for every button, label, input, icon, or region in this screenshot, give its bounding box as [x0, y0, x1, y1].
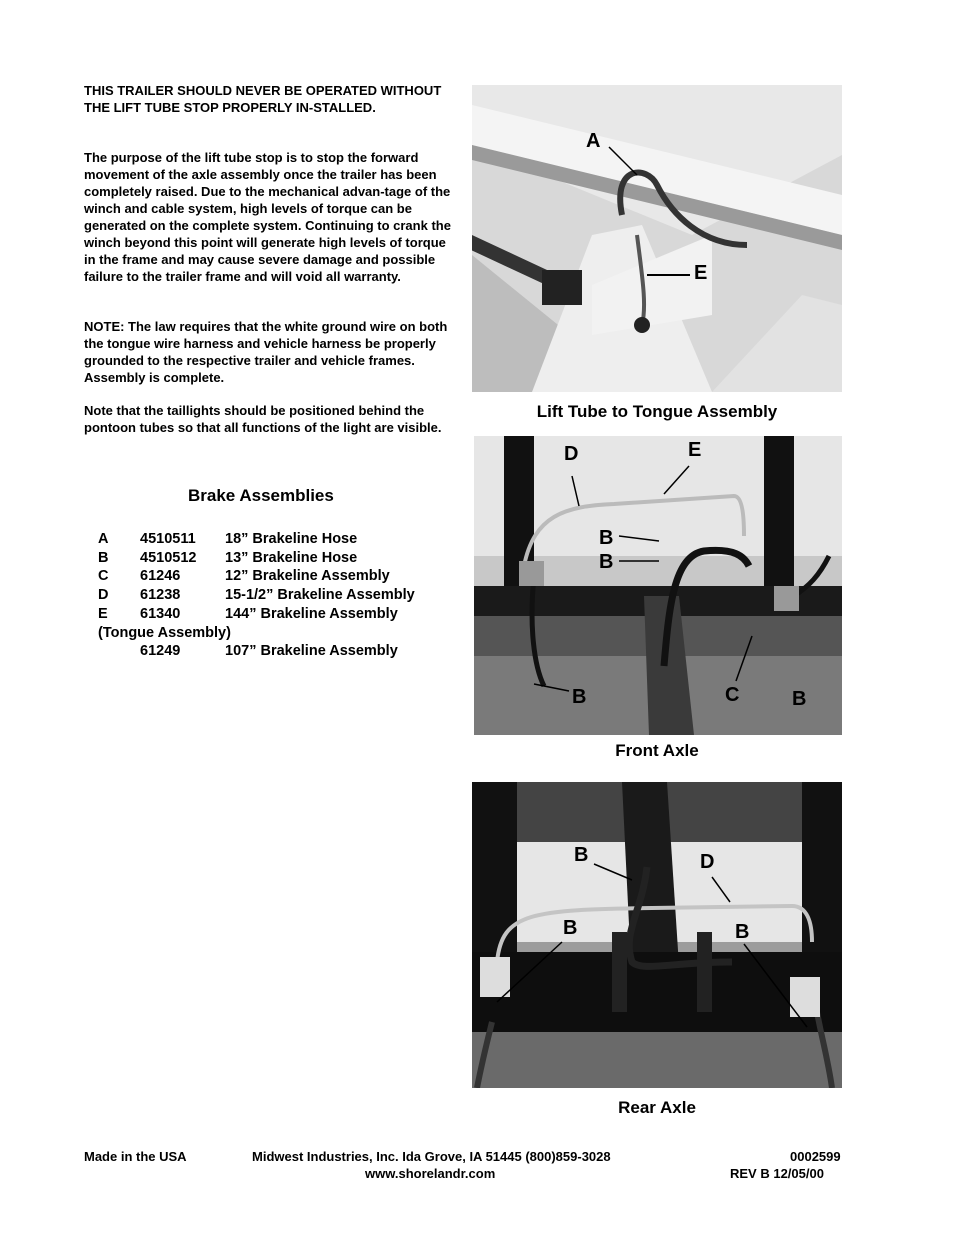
- part-description: 18” Brakeline Hose: [225, 531, 358, 547]
- table-row: [98, 549, 415, 568]
- part-description: 107” Brakeline Assembly: [225, 643, 398, 660]
- warning-paragraph: THIS TRAILER SHOULD NEVER BE OPERATED WITHOUT THE LIFT TUBE STOP PROPERLY IN-STALLED.: [84, 83, 442, 115]
- callout-b: B: [574, 844, 589, 866]
- callout-c: C: [725, 684, 740, 706]
- part-description: 13” Brakeline Hose: [225, 549, 358, 566]
- table-row: [98, 567, 415, 586]
- lift-tube-caption: Lift Tube to Tongue Assembly: [536, 402, 778, 421]
- table-row: [98, 530, 415, 549]
- footer-company: Midwest Industries, Inc. Ida Grove, IA 51445 (800)859-3028: [252, 1149, 611, 1164]
- rear-axle-photo-art: [472, 782, 842, 1088]
- part-number: 61249: [140, 643, 181, 660]
- callout-b: B: [599, 527, 614, 549]
- part-number: 61340: [140, 605, 181, 622]
- tongue-assembly-label: (Tongue Assembly): [98, 624, 231, 641]
- part-letter: [98, 642, 140, 661]
- part-number: 4510511: [140, 531, 196, 547]
- callout-b: B: [599, 551, 614, 573]
- table-row: [98, 642, 415, 661]
- table-row: [98, 624, 415, 643]
- callout-d: D: [564, 443, 579, 465]
- rear-axle-photo: [472, 782, 842, 1088]
- front-axle-photo-art: [474, 436, 842, 735]
- callout-e: E: [688, 439, 702, 461]
- lift-tube-photo: [472, 85, 842, 392]
- callout-b: B: [572, 686, 587, 708]
- part-number: 61246: [140, 568, 181, 585]
- table-row: [98, 586, 415, 605]
- callout-b: B: [735, 921, 750, 943]
- footer-website: www.shorelandr.com: [365, 1166, 496, 1181]
- part-letter: C: [98, 568, 109, 585]
- part-number: 61238: [140, 587, 181, 604]
- footer-made-in: Made in the USA: [84, 1149, 187, 1164]
- part-letter: E: [98, 605, 108, 622]
- lift-tube-photo-art: [472, 85, 842, 392]
- brake-assemblies-heading: Brake Assemblies: [188, 486, 334, 505]
- brake-parts-table: [98, 530, 415, 661]
- part-letter: A: [98, 531, 109, 547]
- callout-b: B: [563, 917, 578, 939]
- front-axle-photo: [474, 436, 842, 735]
- part-description: 12” Brakeline Assembly: [225, 568, 390, 585]
- purpose-paragraph: The purpose of the lift tube stop is to stop the forward movement of the axle assembly once the trailer has been completely raised. Due to the mechanical advan-tage of the winch and cable system, high levels of torque can be generated on the complete system. Continuing to crank the winch beyond this point will generate high levels of torque in the frame and may cause severe damage and possible failure to the trailer frame and will void all warranty.: [84, 150, 451, 284]
- rear-axle-caption: Rear Axle: [618, 1098, 696, 1117]
- part-description: 15-1/2” Brakeline Assembly: [225, 587, 415, 604]
- footer-revision: REV B 12/05/00: [730, 1166, 824, 1181]
- ground-note-paragraph: NOTE: The law requires that the white ground wire on both the tongue wire harness and vehicle harness be properly grounded to the respective trailer and vehicle frames. Assembly is complete.: [84, 319, 448, 385]
- taillights-note-paragraph: Note that the taillights should be positioned behind the pontoon tubes so that all functions of the light are visible.: [84, 403, 442, 435]
- callout-d: D: [700, 851, 715, 873]
- callout-a: A: [586, 130, 601, 152]
- part-letter: D: [98, 587, 109, 604]
- part-letter: B: [98, 549, 109, 566]
- footer-doc-number: 0002599: [790, 1149, 841, 1164]
- part-number: 4510512: [140, 549, 197, 566]
- callout-e: E: [694, 262, 708, 284]
- callout-b: B: [792, 688, 807, 710]
- table-row: [98, 605, 415, 624]
- part-description: 144” Brakeline Assembly: [225, 605, 398, 622]
- front-axle-caption: Front Axle: [615, 741, 699, 760]
